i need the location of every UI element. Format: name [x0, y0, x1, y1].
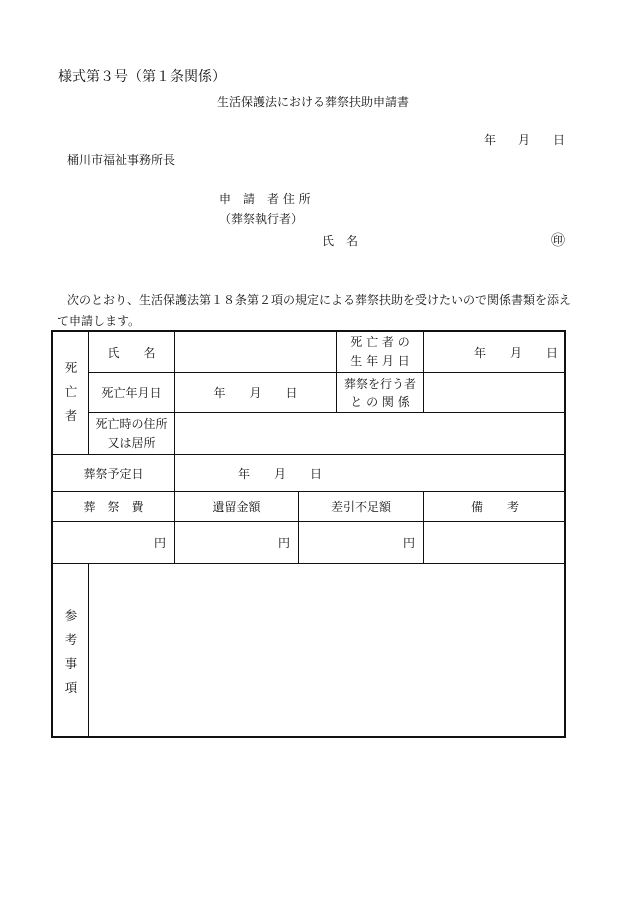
- shortfall-amount-header: 差引不足額: [330, 500, 391, 514]
- statement-line-1: 次のとおり、生活保護法第１８条第２項の規定による葬祭扶助を受けたいので関係書類を添え: [67, 293, 572, 307]
- birth-date-field[interactable]: 年 月 日: [473, 345, 558, 360]
- reference-notes-field[interactable]: [89, 564, 566, 738]
- date-month-label: 月: [518, 133, 531, 147]
- relation-label: 葬祭を行う者 と の 関 係: [343, 376, 416, 409]
- deceased-vertical-label: 死 亡 者: [64, 360, 78, 423]
- form-number: 様式第３号（第１条関係）: [58, 69, 226, 85]
- remarks-header: 備 考: [470, 500, 519, 514]
- seal-mark: ㊞: [551, 233, 565, 249]
- death-date-field[interactable]: 年 月 日: [213, 386, 298, 400]
- applicant-role-label: （葬祭執行者）: [219, 212, 304, 226]
- date-year-label: 年: [484, 133, 497, 147]
- funeral-date-label: 葬祭予定日: [83, 466, 144, 481]
- application-form-table: [51, 330, 566, 738]
- death-date-label: 死亡年月日: [101, 386, 162, 400]
- remarks-field[interactable]: [424, 522, 566, 563]
- name-label: 氏 名: [107, 345, 156, 360]
- birth-date-label: 死 亡 者 の 生 年 月 日: [350, 335, 410, 368]
- funeral-date-field[interactable]: 年 月 日: [237, 466, 322, 481]
- date-day-label: 日: [553, 133, 566, 147]
- address-at-death-field[interactable]: [175, 413, 566, 454]
- addressee: 桶川市福祉事務所長: [67, 153, 176, 167]
- reference-vertical-label: 参 考 事 項: [64, 608, 78, 695]
- funeral-cost-field[interactable]: 円: [153, 536, 166, 550]
- applicant-address-label: 申 請 者 住 所: [219, 192, 311, 206]
- document-title: 生活保護法における葬祭扶助申請書: [217, 95, 410, 109]
- estate-amount-header: 遺留金額: [212, 500, 261, 514]
- applicant-name-label: 氏 名: [322, 234, 359, 248]
- deceased-name-field[interactable]: [175, 332, 336, 372]
- shortfall-amount-field[interactable]: 円: [402, 536, 415, 550]
- funeral-cost-header: 葬 祭 費: [83, 500, 144, 514]
- statement-line-2: て申請します。: [57, 314, 141, 328]
- address-at-death-label: 死亡時の住所 又は居所: [95, 416, 168, 450]
- relation-field[interactable]: [424, 373, 566, 412]
- estate-amount-field[interactable]: 円: [277, 536, 290, 550]
